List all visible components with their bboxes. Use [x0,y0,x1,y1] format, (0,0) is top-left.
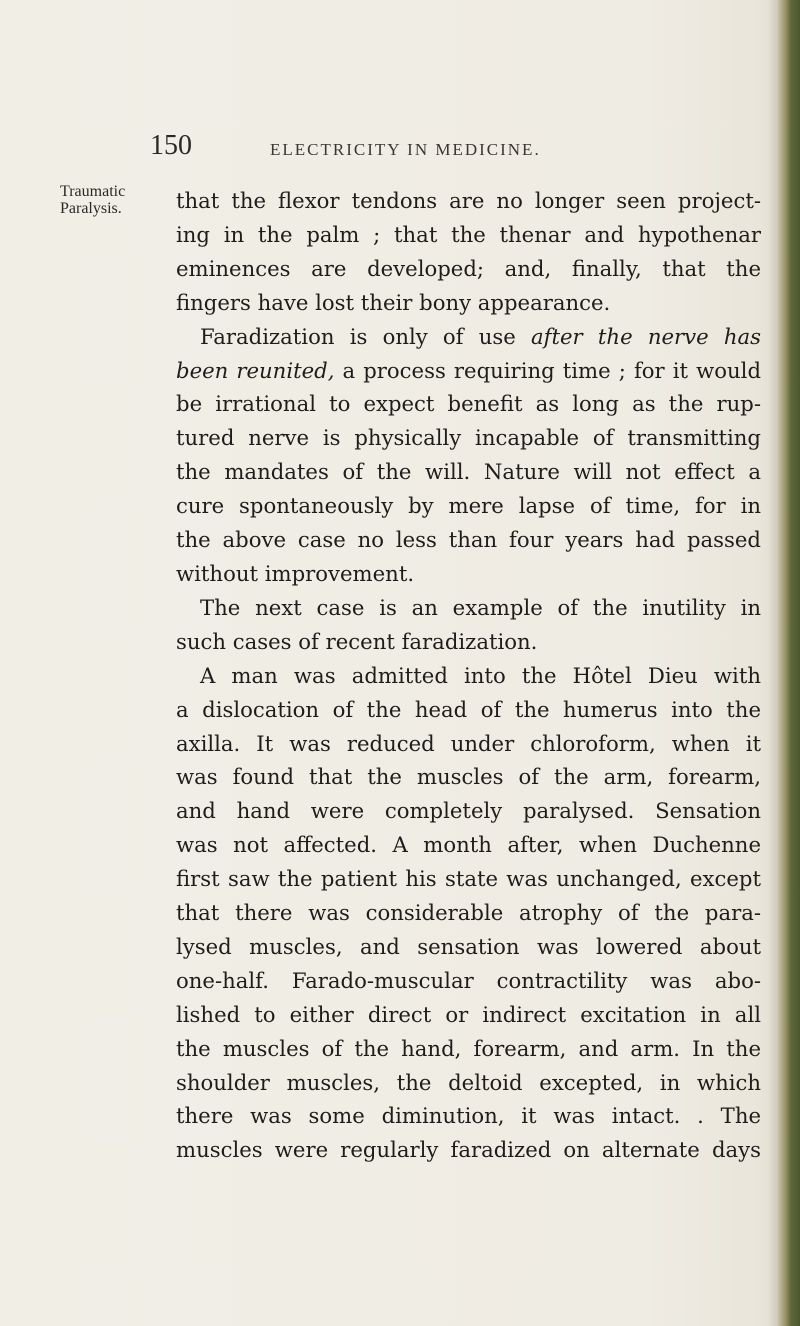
line-text: The next case is an example of the inutility in [200,594,761,620]
line-text: that the flexor tendons are no longer seen project- [176,188,761,213]
line-text: one-half. Farado-muscular contractility was abo- [176,967,761,993]
line-text: was not affected. A month after, when Duchenne [176,832,761,858]
line-text: the mandates of the will. Nature will not effect a [176,459,761,485]
text-line [176,896,761,930]
text-line [176,557,761,591]
italic-phrase: after the nerve has [531,323,762,349]
text-line [176,354,761,388]
margin-note-line: Traumatic [60,183,126,200]
text-line [176,964,761,998]
line-text: Faradization is only of use [200,323,532,349]
line-text: axilla. It was reduced under chloroform, when it [176,730,761,756]
page-shadow [768,0,778,1326]
line-text: a process requiring time ; for it would [334,357,762,383]
line-text: be irrational to expect benefit as long as the rup- [176,391,761,417]
text-line [176,286,761,320]
body-text [176,184,761,1167]
text-line [176,862,761,896]
line-text: a dislocation of the head of the humerus into the [176,696,761,722]
line-text: and hand were completely paralysed. Sensation [176,798,761,824]
text-line [176,421,761,455]
line-text: without improvement. [176,560,415,586]
page-number: 150 [150,130,192,161]
text-line [176,760,761,794]
line-text: lysed muscles, and sensation was lowered about [176,933,761,959]
text-line [176,252,761,286]
page-edge [778,0,800,1326]
italic-phrase: been reunited, [176,357,335,383]
margin-note [60,183,146,217]
line-text: shoulder muscles, the deltoid excepted, in which [176,1069,761,1095]
line-text: eminences are developed; and, finally, that the [176,255,761,281]
text-line [176,1066,761,1100]
margin-note-line: Paralysis. [60,200,122,217]
text-line [176,591,761,625]
text-line [176,455,761,489]
text-line [176,828,761,862]
line-text: cure spontaneously by mere lapse of time, for in [176,493,761,519]
text-line [176,625,761,659]
text-line [176,1099,761,1133]
line-text: there was some diminution, it was intact. . The [176,1103,761,1129]
line-text: tured nerve is physically incapable of transmitting [176,425,761,451]
text-line [176,659,761,693]
running-head: ELECTRICITY IN MEDICINE. [270,140,541,159]
line-text: fingers have lost their bony appearance. [176,289,611,315]
line-text: was found that the muscles of the arm, forearm, [176,764,761,790]
text-line [176,727,761,761]
text-line [176,930,761,964]
text-line [176,1133,761,1167]
page-header [150,130,750,170]
text-line [176,998,761,1032]
text-line [176,320,761,354]
text-line [176,523,761,557]
line-text: the muscles of the hand, forearm, and arm. In the [176,1035,761,1061]
text-line [176,794,761,828]
line-text: first saw the patient his state was unchanged, except [176,866,761,892]
line-text: such cases of recent faradization. [176,628,538,654]
text-line [176,693,761,727]
line-text: lished to either direct or indirect excitation in all [176,1001,761,1027]
line-text: the above case no less than four years had passed [176,527,761,553]
text-line [176,1032,761,1066]
text-line [176,489,761,523]
text-line [176,387,761,421]
text-line [176,184,761,218]
line-text: ing in the palm ; that the thenar and hypothenar [176,221,761,247]
line-text: A man was admitted into the Hôtel Dieu with [200,662,761,688]
line-text: muscles were regularly faradized on alternate days [176,1137,761,1163]
text-line [176,218,761,252]
line-text: that there was considerable atrophy of the para- [176,900,761,926]
